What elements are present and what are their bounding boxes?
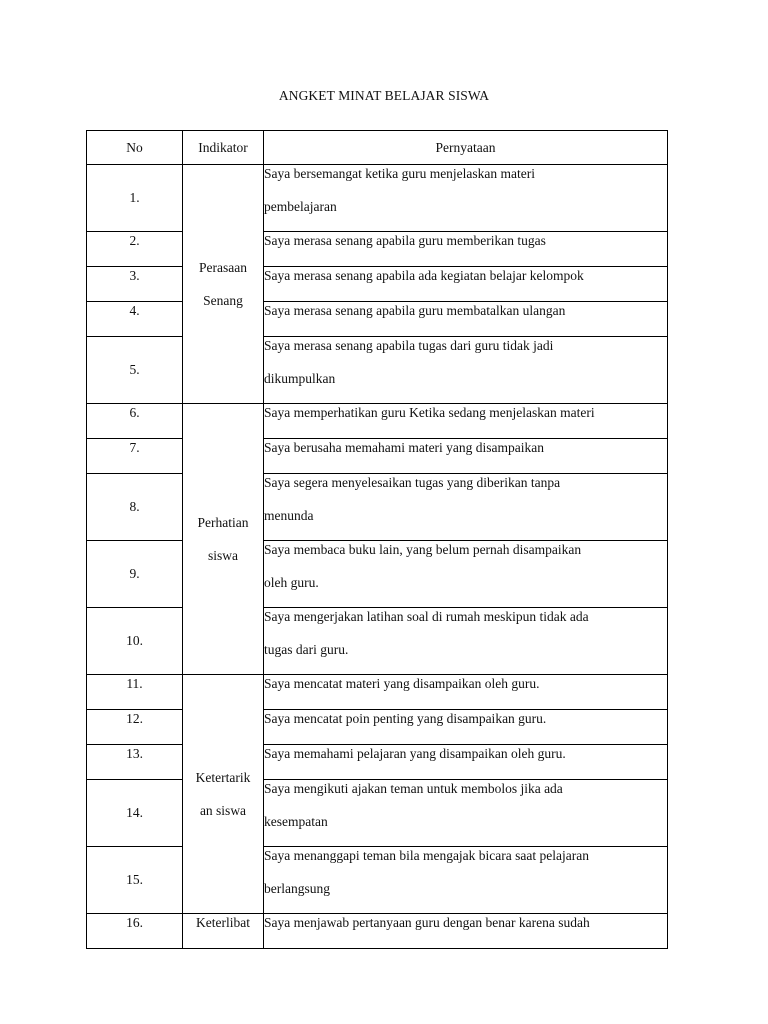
row-number: 7. <box>87 439 183 474</box>
questionnaire-table <box>86 130 668 949</box>
statement-cell <box>264 165 668 232</box>
row-number: 9. <box>87 541 183 608</box>
statement-text: Saya menjawab pertanyaan guru dengan benar karena sudah <box>264 915 590 930</box>
indicator-label: Perhatian <box>197 515 249 530</box>
row-number: 6. <box>87 404 183 439</box>
table-row <box>87 232 668 267</box>
statement-text: Saya merasa senang apabila tugas dari guru tidak jadi <box>264 338 554 353</box>
statement-cell <box>264 780 668 847</box>
table-row <box>87 847 668 914</box>
row-number: 13. <box>87 745 183 780</box>
row-number: 8. <box>87 474 183 541</box>
statement-text: Saya berusaha memahami materi yang disampaikan <box>264 440 545 455</box>
row-number: 4. <box>87 302 183 337</box>
statement-text: Saya menanggapi teman bila mengajak bicara saat pelajaran <box>264 848 589 863</box>
statement-text: Saya bersemangat ketika guru menjelaskan materi <box>264 166 536 181</box>
statement-text: Saya mengikuti ajakan teman untuk membolos jika ada <box>264 781 563 796</box>
statement-cell <box>264 541 668 608</box>
statement-text: Saya mengerjakan latihan soal di rumah meskipun tidak ada <box>264 609 589 624</box>
row-number: 14. <box>87 780 183 847</box>
statement-text: Saya merasa senang apabila guru membatalkan ulangan <box>264 303 566 318</box>
row-number: 3. <box>87 267 183 302</box>
statement-text: Saya segera menyelesaikan tugas yang diberikan tanpa <box>264 475 561 490</box>
statement-text: berlangsung <box>264 881 330 896</box>
row-number: 15. <box>87 847 183 914</box>
header-indikator: Indikator <box>183 131 264 165</box>
indicator-label: Senang <box>203 293 243 308</box>
statement-cell <box>264 232 668 267</box>
indicator-label: Perasaan <box>199 260 247 275</box>
row-number: 2. <box>87 232 183 267</box>
statement-text: Saya memahami pelajaran yang disampaikan oleh guru. <box>264 746 566 761</box>
row-number: 16. <box>87 914 183 949</box>
statement-text: tugas dari guru. <box>264 642 349 657</box>
row-number: 11. <box>87 675 183 710</box>
indicator-label: Ketertarik <box>195 770 251 785</box>
table-row <box>87 710 668 745</box>
table-row <box>87 608 668 675</box>
statement-text: oleh guru. <box>264 575 319 590</box>
table-row <box>87 337 668 404</box>
statement-cell <box>264 710 668 745</box>
table-row <box>87 404 668 439</box>
statement-text: Saya mencatat materi yang disampaikan oleh guru. <box>264 676 540 691</box>
indicator-cell <box>183 165 264 404</box>
indicator-label: an siswa <box>199 803 247 818</box>
table-row <box>87 474 668 541</box>
indicator-cell <box>183 914 264 949</box>
statement-cell <box>264 675 668 710</box>
table-row <box>87 541 668 608</box>
row-number: 10. <box>87 608 183 675</box>
row-number: 12. <box>87 710 183 745</box>
statement-cell <box>264 474 668 541</box>
statement-cell <box>264 847 668 914</box>
table-row <box>87 165 668 232</box>
indicator-label: Keterlibat <box>196 915 250 930</box>
indicator-cell <box>183 675 264 914</box>
statement-cell <box>264 267 668 302</box>
statement-text: dikumpulkan <box>264 371 336 386</box>
header-pernyataan: Pernyataan <box>264 131 668 165</box>
statement-cell <box>264 914 668 949</box>
statement-text: Saya membaca buku lain, yang belum pernah disampaikan <box>264 542 582 557</box>
table-row <box>87 914 668 949</box>
row-number: 1. <box>87 165 183 232</box>
indicator-label: siswa <box>208 548 238 563</box>
statement-text: Saya memperhatikan guru Ketika sedang menjelaskan materi <box>264 405 595 420</box>
statement-text: Saya merasa senang apabila ada kegiatan belajar kelompok <box>264 268 584 283</box>
page-title: ANGKET MINAT BELAJAR SISWA <box>278 88 490 103</box>
statement-text: Saya mencatat poin penting yang disampaikan guru. <box>264 711 547 726</box>
statement-cell <box>264 337 668 404</box>
statement-text: kesempatan <box>264 814 328 829</box>
statement-text: pembelajaran <box>264 199 337 214</box>
indicator-cell <box>183 404 264 675</box>
statement-cell <box>264 608 668 675</box>
statement-cell <box>264 404 668 439</box>
table-row <box>87 675 668 710</box>
header-no: No <box>87 131 183 165</box>
statement-text: menunda <box>264 508 314 523</box>
statement-text: Saya merasa senang apabila guru memberikan tugas <box>264 233 546 248</box>
row-number: 5. <box>87 337 183 404</box>
table-row <box>87 267 668 302</box>
table-row <box>87 780 668 847</box>
